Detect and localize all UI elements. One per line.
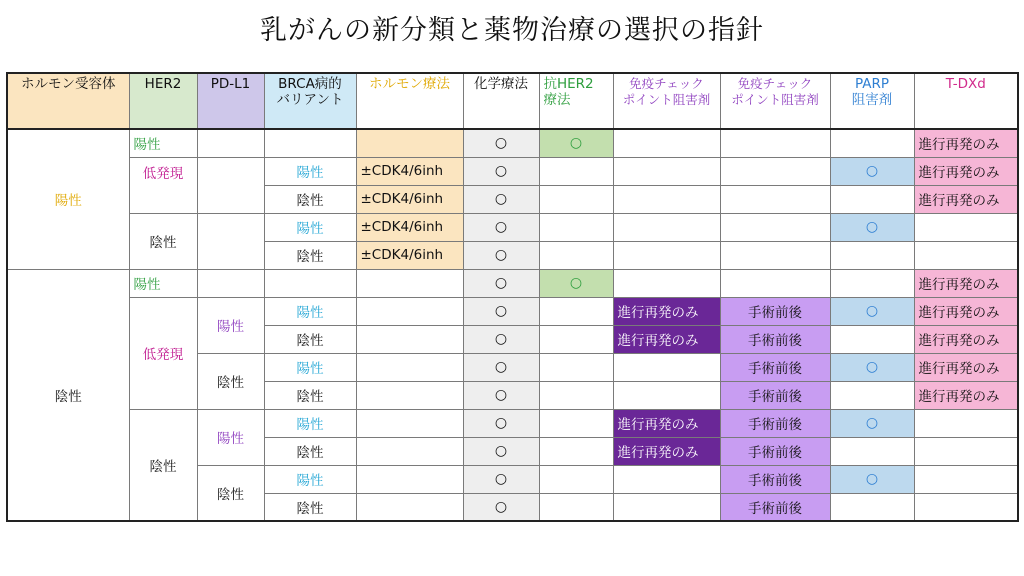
page-title: 乳がんの新分類と薬物治療の選択の指針: [260, 15, 764, 46]
antiher2-cell: [539, 381, 613, 409]
header-tdxd: T-DXd: [914, 73, 1018, 129]
chemo-cell: ○: [463, 381, 539, 409]
antiher2-cell: [539, 325, 613, 353]
tdxd-cell: 進行再発のみ: [914, 353, 1018, 381]
parp-cell: ○: [830, 157, 914, 185]
brca-cell: 陽性: [264, 213, 356, 241]
hormone-cell: ±CDK4/6inh: [356, 213, 463, 241]
hormone-cell: [356, 269, 463, 297]
ici-advanced-cell: [613, 213, 720, 241]
chemo-cell: ○: [463, 409, 539, 437]
antiher2-cell: [539, 297, 613, 325]
antiher2-cell: [539, 185, 613, 213]
table-row: [7, 269, 1018, 297]
hormone-cell: [356, 493, 463, 521]
parp-cell: [830, 437, 914, 465]
brca-cell: 陰性: [264, 325, 356, 353]
header-pdl1: PD-L1: [197, 73, 264, 129]
ici-advanced-cell: 進行再発のみ: [613, 297, 720, 325]
chemo-cell: ○: [463, 437, 539, 465]
brca-cell: 陽性: [264, 409, 356, 437]
chemo-cell: ○: [463, 493, 539, 521]
tdxd-cell: 進行再発のみ: [914, 381, 1018, 409]
header-ici-perioperative: [720, 73, 830, 129]
ici-perioperative-cell: 手術前後: [720, 325, 830, 353]
tdxd-cell: [914, 493, 1018, 521]
her2-negative-label: 陰性: [129, 213, 197, 269]
tdxd-cell: [914, 213, 1018, 241]
chemo-cell: ○: [463, 325, 539, 353]
hormone-cell: [356, 409, 463, 437]
header-ici1-line2: ポイント阻害剤: [622, 92, 711, 107]
antiher2-cell: [539, 409, 613, 437]
ici-advanced-cell: [613, 353, 720, 381]
antiher2-cell: [539, 213, 613, 241]
hormone-cell: [356, 297, 463, 325]
parp-cell: ○: [830, 297, 914, 325]
brca-cell: 陽性: [264, 157, 356, 185]
parp-cell: [830, 381, 914, 409]
parp-cell: ○: [830, 213, 914, 241]
tdxd-cell: [914, 465, 1018, 493]
her2-low-label: 低発現: [129, 157, 197, 213]
chemo-cell: ○: [463, 129, 539, 157]
pdl1-cell: [197, 157, 264, 213]
her2-positive-label: 陽性: [129, 129, 197, 157]
hormone-cell: ±CDK4/6inh: [356, 185, 463, 213]
parp-cell: ○: [830, 465, 914, 493]
tdxd-cell: 進行再発のみ: [914, 325, 1018, 353]
antiher2-cell: [539, 353, 613, 381]
header-row: [7, 73, 1018, 129]
ici-advanced-cell: 進行再発のみ: [613, 409, 720, 437]
header-parp: [830, 73, 914, 129]
tdxd-cell: [914, 437, 1018, 465]
chemo-cell: ○: [463, 213, 539, 241]
chemo-cell: ○: [463, 157, 539, 185]
brca-cell: 陰性: [264, 493, 356, 521]
ici-perioperative-cell: 手術前後: [720, 465, 830, 493]
antiher2-cell: [539, 241, 613, 269]
header-parp-line1: PARP: [854, 76, 890, 92]
chemo-cell: ○: [463, 353, 539, 381]
her2-negative-label: 陰性: [129, 409, 197, 521]
hormone-cell: ±CDK4/6inh: [356, 157, 463, 185]
header-ici-advanced: [613, 73, 720, 129]
header-brca: [264, 73, 356, 129]
ici-advanced-cell: 進行再発のみ: [613, 325, 720, 353]
table-row: [7, 213, 1018, 241]
antiher2-cell: [539, 465, 613, 493]
table-row: [7, 157, 1018, 185]
header-hormone-therapy: ホルモン療法: [356, 73, 463, 129]
ici-advanced-cell: [613, 129, 720, 157]
brca-cell: 陰性: [264, 437, 356, 465]
ici-perioperative-cell: [720, 157, 830, 185]
pdl1-positive-label: 陽性: [197, 297, 264, 353]
parp-cell: [830, 129, 914, 157]
ici-perioperative-cell: [720, 241, 830, 269]
header-brca-line1: BRCA病的: [278, 76, 342, 92]
chemo-cell: ○: [463, 465, 539, 493]
ici-perioperative-cell: [720, 269, 830, 297]
antiher2-cell: [539, 157, 613, 185]
tdxd-cell: 進行再発のみ: [914, 269, 1018, 297]
hormone-cell: [356, 129, 463, 157]
table-row: [7, 409, 1018, 437]
pdl1-cell: [197, 269, 264, 297]
hormone-cell: [356, 325, 463, 353]
pdl1-negative-label: 陰性: [197, 465, 264, 521]
hormone-cell: [356, 437, 463, 465]
antiher2-cell: [539, 437, 613, 465]
chemo-cell: ○: [463, 241, 539, 269]
parp-cell: ○: [830, 409, 914, 437]
brca-cell: 陰性: [264, 241, 356, 269]
brca-cell: [264, 269, 356, 297]
tdxd-cell: 進行再発のみ: [914, 185, 1018, 213]
ici-perioperative-cell: 手術前後: [720, 493, 830, 521]
hormone-cell: ±CDK4/6inh: [356, 241, 463, 269]
hormone-cell: [356, 465, 463, 493]
tdxd-cell: 進行再発のみ: [914, 157, 1018, 185]
header-brca-line2: バリアント: [276, 92, 344, 108]
ici-advanced-cell: [613, 381, 720, 409]
parp-cell: [830, 493, 914, 521]
ici-perioperative-cell: [720, 213, 830, 241]
parp-cell: ○: [830, 353, 914, 381]
tdxd-cell: [914, 409, 1018, 437]
chemo-cell: ○: [463, 185, 539, 213]
pdl1-negative-label: 陰性: [197, 353, 264, 409]
header-her2: HER2: [129, 73, 197, 129]
parp-cell: [830, 325, 914, 353]
ici-advanced-cell: 進行再発のみ: [613, 437, 720, 465]
tdxd-cell: [914, 241, 1018, 269]
treatment-table: [6, 72, 1019, 522]
tdxd-cell: 進行再発のみ: [914, 129, 1018, 157]
brca-cell: 陽性: [264, 465, 356, 493]
brca-cell: [264, 129, 356, 157]
ici-advanced-cell: [613, 241, 720, 269]
brca-cell: 陽性: [264, 297, 356, 325]
tdxd-cell: 進行再発のみ: [914, 297, 1018, 325]
ici-perioperative-cell: [720, 129, 830, 157]
parp-cell: [830, 185, 914, 213]
ici-advanced-cell: [613, 493, 720, 521]
antiher2-cell: [539, 493, 613, 521]
ici-advanced-cell: [613, 465, 720, 493]
parp-cell: [830, 241, 914, 269]
ici-advanced-cell: [613, 269, 720, 297]
antiher2-cell: ○: [539, 129, 613, 157]
chemo-cell: ○: [463, 269, 539, 297]
header-hormone-receptor: ホルモン受容体: [7, 73, 129, 129]
header-antiher2: [539, 73, 613, 129]
hr-negative-label: 陰性: [7, 269, 129, 521]
pdl1-positive-label: 陽性: [197, 409, 264, 465]
table-row: [7, 129, 1018, 157]
pdl1-cell: [197, 129, 264, 157]
parp-cell: [830, 269, 914, 297]
hormone-cell: [356, 353, 463, 381]
ici-advanced-cell: [613, 185, 720, 213]
header-ici2-line2: ポイント阻害剤: [731, 92, 819, 107]
header-antiher2-line1: 抗HER2: [543, 76, 594, 92]
ici-perioperative-cell: [720, 185, 830, 213]
brca-cell: 陰性: [264, 185, 356, 213]
her2-low-label: 低発現: [129, 297, 197, 409]
antiher2-cell: ○: [539, 269, 613, 297]
hr-positive-label: 陽性: [7, 129, 129, 269]
header-antiher2-line2: 療法: [543, 92, 571, 108]
brca-cell: 陰性: [264, 381, 356, 409]
header-ici1-line1: 免疫チェック: [629, 76, 704, 91]
her2-positive-label: 陽性: [129, 269, 197, 297]
header-parp-line2: 阻害剤: [851, 92, 893, 108]
hormone-cell: [356, 381, 463, 409]
header-chemo: 化学療法: [463, 73, 539, 129]
ici-perioperative-cell: 手術前後: [720, 381, 830, 409]
ici-advanced-cell: [613, 157, 720, 185]
ici-perioperative-cell: 手術前後: [720, 297, 830, 325]
ici-perioperative-cell: 手術前後: [720, 409, 830, 437]
brca-cell: 陽性: [264, 353, 356, 381]
pdl1-cell: [197, 213, 264, 269]
table-row: [7, 297, 1018, 325]
ici-perioperative-cell: 手術前後: [720, 353, 830, 381]
ici-perioperative-cell: 手術前後: [720, 437, 830, 465]
chemo-cell: ○: [463, 297, 539, 325]
header-ici2-line1: 免疫チェック: [737, 76, 813, 91]
